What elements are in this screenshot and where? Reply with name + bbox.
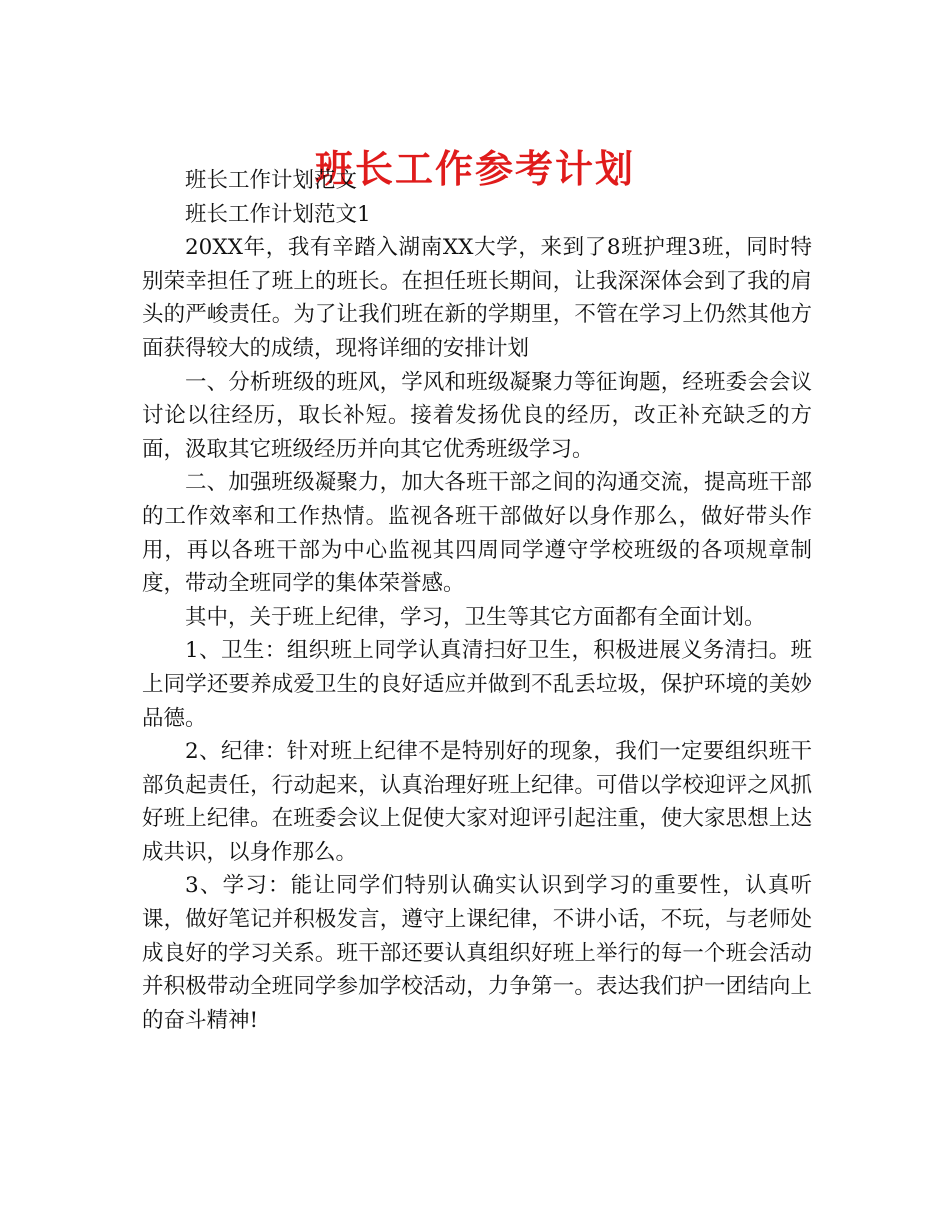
paragraph-point-one: 一、分析班级的班风，学风和班级凝聚力等征询题，经班委会会议讨论以往经历，取长补短。接着发扬优良的经历，改正补充缺乏的方面，汲取其它班级经历并向其它优秀班级学习。 — [142, 369, 812, 462]
paragraph-subheading: 班长工作计划范文1 — [185, 201, 371, 227]
paragraph-overview: 其中，关于班上纪律，学习，卫生等其它方面都有全面计划。 — [185, 604, 766, 630]
paragraph-heading: 班长工作计划范文 — [185, 168, 358, 193]
paragraph-hygiene: 1、卫生：组织班上同学认真清扫好卫生，积极进展义务清扫。班上同学还要养成爱卫生的良好适应并做到不乱丢垃圾，保护环境的美妙品德。 — [142, 638, 812, 731]
paragraph-point-two: 二、加强班级凝聚力，加大各班干部之间的沟通交流，提高班干部的工作效率和工作热情。监视各班干部做好以身作那么，做好带头作用，再以各班干部为中心监视其四周同学遵守学校班级的各项规章制度，带动全班同学的集体荣誉感。 — [142, 470, 812, 597]
document-body — [142, 164, 812, 1037]
paragraph-intro: 20XX年，我有辛踏入湖南XX大学，来到了8班护理3班，同时特别荣幸担任了班上的班长。在担任班长期间，让我深深体会到了我的肩头的严峻责任。为了让我们班在新的学期里，不管在学习上仍然其他方面获得较大的成绩，现将详细的安排计划 — [142, 235, 812, 361]
paragraph-discipline: 2、纪律：针对班上纪律不是特别好的现象，我们一定要组织班干部负起责任，行动起来，认真治理好班上纪律。可借以学校迎评之风抓好班上纪律。在班委会议上促使大家对迎评引起注重，使大家思想上达成共识，以身作那么。 — [142, 739, 812, 865]
document-title: 班长工作参考计划 — [314, 146, 635, 192]
paragraph-study: 3、学习：能让同学们特别认确实认识到学习的重要性，认真听课，做好笔记并积极发言，遵守上课纪律，不讲小话，不玩，与老师处成良好的学习关系。班干部还要认真组织好班上举行的每一个班会活动并积极带动全班同学参加学校活动，力争第一。表达我们护一团结向上的奋斗精神! — [142, 873, 812, 1033]
